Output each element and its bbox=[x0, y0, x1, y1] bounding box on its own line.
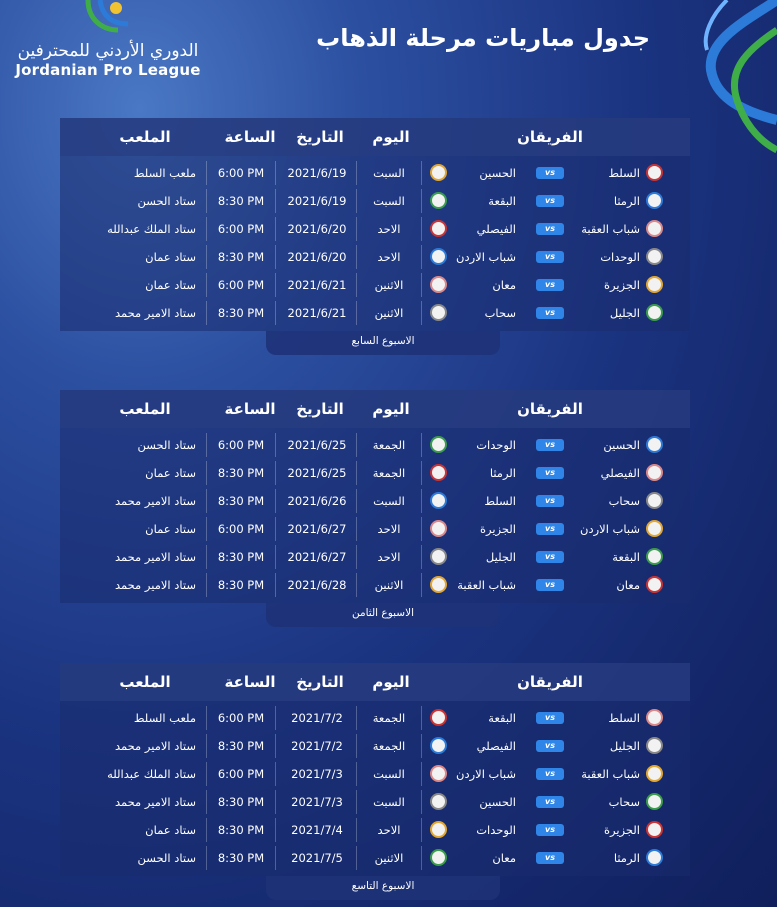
stadium-cell: ستاد عمان bbox=[145, 823, 196, 837]
home-team-logo-icon bbox=[646, 304, 663, 321]
day-cell: السبت bbox=[356, 489, 422, 513]
time-cell: 6:00 PM bbox=[206, 217, 276, 241]
home-team-logo-icon bbox=[646, 793, 663, 810]
date-cell: 2021/6/26 bbox=[287, 494, 347, 508]
vs-badge: vs bbox=[536, 768, 564, 780]
vs-badge: vs bbox=[536, 167, 564, 179]
home-team-name: معان bbox=[616, 578, 640, 592]
away-team-logo-icon bbox=[430, 248, 447, 265]
schedule-header bbox=[60, 663, 690, 701]
time-cell: 6:00 PM bbox=[206, 762, 276, 786]
stadium-cell: ستاد الامير محمد bbox=[114, 550, 196, 564]
date-cell: 2021/6/20 bbox=[287, 222, 347, 236]
home-team-logo-icon bbox=[646, 492, 663, 509]
column-header-time: الساعة bbox=[224, 400, 276, 418]
time-cell: 6:00 PM bbox=[206, 706, 276, 730]
match-row bbox=[60, 487, 690, 515]
away-team-logo-icon bbox=[430, 192, 447, 209]
vs-badge: vs bbox=[536, 740, 564, 752]
home-team-logo-icon bbox=[646, 821, 663, 838]
schedule-table bbox=[60, 663, 690, 892]
match-row bbox=[60, 515, 690, 543]
away-team-name: الحسين bbox=[479, 795, 516, 809]
match-row bbox=[60, 816, 690, 844]
column-header-teams: الفريقان bbox=[517, 673, 583, 691]
date-cell: 2021/7/2 bbox=[291, 711, 343, 725]
away-team-logo-icon bbox=[430, 436, 447, 453]
vs-badge: vs bbox=[536, 712, 564, 724]
away-team-name: الوحدات bbox=[476, 823, 516, 837]
home-team-name: سحاب bbox=[608, 494, 640, 508]
page-title: جدول مباريات مرحلة الذهاب bbox=[316, 24, 650, 52]
week-label: الاسبوع الثامن bbox=[266, 603, 500, 627]
column-header-date: التاريخ bbox=[296, 400, 344, 418]
time-cell: 8:30 PM bbox=[206, 301, 276, 325]
away-team-name: شباب الاردن bbox=[456, 250, 516, 264]
time-cell: 8:30 PM bbox=[206, 734, 276, 758]
match-row bbox=[60, 215, 690, 243]
vs-badge: vs bbox=[536, 307, 564, 319]
schedule-header bbox=[60, 118, 690, 156]
day-cell: الاثنين bbox=[356, 301, 422, 325]
time-cell: 6:00 PM bbox=[206, 273, 276, 297]
home-team-logo-icon bbox=[646, 709, 663, 726]
day-cell: الاحد bbox=[356, 245, 422, 269]
date-cell: 2021/6/20 bbox=[287, 250, 347, 264]
vs-badge: vs bbox=[536, 495, 564, 507]
home-team-name: السلط bbox=[608, 711, 640, 725]
date-cell: 2021/7/4 bbox=[291, 823, 343, 837]
vs-badge: vs bbox=[536, 824, 564, 836]
column-header-day: اليوم bbox=[372, 400, 410, 418]
league-name-arabic: الدوري الأردني للمحترفين bbox=[17, 41, 199, 61]
away-team-name: البقعة bbox=[488, 194, 516, 208]
home-team-name: الجزيرة bbox=[603, 278, 640, 292]
stadium-cell: ستاد الامير محمد bbox=[114, 795, 196, 809]
stadium-cell: ستاد عمان bbox=[145, 278, 196, 292]
time-cell: 6:00 PM bbox=[206, 433, 276, 457]
day-cell: الاحد bbox=[356, 818, 422, 842]
home-team-logo-icon bbox=[646, 520, 663, 537]
away-team-logo-icon bbox=[430, 492, 447, 509]
vs-badge: vs bbox=[536, 279, 564, 291]
date-cell: 2021/6/19 bbox=[287, 194, 347, 208]
home-team-logo-icon bbox=[646, 576, 663, 593]
away-team-name: معان bbox=[492, 851, 516, 865]
date-cell: 2021/6/25 bbox=[287, 438, 347, 452]
stadium-cell: ستاد الملك عبدالله bbox=[107, 767, 196, 781]
home-team-logo-icon bbox=[646, 220, 663, 237]
schedule-header bbox=[60, 390, 690, 428]
column-header-date: التاريخ bbox=[296, 673, 344, 691]
column-header-stadium: الملعب bbox=[119, 673, 171, 691]
time-cell: 6:00 PM bbox=[206, 161, 276, 185]
match-row bbox=[60, 271, 690, 299]
column-header-time: الساعة bbox=[224, 673, 276, 691]
day-cell: الجمعة bbox=[356, 433, 422, 457]
home-team-name: الجليل bbox=[609, 306, 640, 320]
schedule-table bbox=[60, 118, 690, 347]
away-team-name: شباب الاردن bbox=[456, 767, 516, 781]
column-header-day: اليوم bbox=[372, 673, 410, 691]
stadium-cell: ملعب السلط bbox=[133, 166, 196, 180]
away-team-name: شباب العقبة bbox=[457, 578, 516, 592]
away-team-logo-icon bbox=[430, 548, 447, 565]
day-cell: السبت bbox=[356, 790, 422, 814]
stadium-cell: ستاد الامير محمد bbox=[114, 739, 196, 753]
match-row bbox=[60, 788, 690, 816]
home-team-name: الجليل bbox=[609, 739, 640, 753]
time-cell: 8:30 PM bbox=[206, 846, 276, 870]
stadium-cell: ستاد عمان bbox=[145, 466, 196, 480]
home-team-logo-icon bbox=[646, 548, 663, 565]
day-cell: السبت bbox=[356, 189, 422, 213]
stadium-cell: ملعب السلط bbox=[133, 711, 196, 725]
home-team-logo-icon bbox=[646, 436, 663, 453]
vs-badge: vs bbox=[536, 579, 564, 591]
away-team-name: الفيصلي bbox=[476, 222, 516, 236]
time-cell: 8:30 PM bbox=[206, 489, 276, 513]
home-team-name: السلط bbox=[608, 166, 640, 180]
time-cell: 6:00 PM bbox=[206, 517, 276, 541]
away-team-name: الجليل bbox=[485, 550, 516, 564]
week-label: الاسبوع السابع bbox=[266, 331, 500, 355]
home-team-name: الوحدات bbox=[600, 250, 640, 264]
vs-badge: vs bbox=[536, 796, 564, 808]
stadium-cell: ستاد الامير محمد bbox=[114, 306, 196, 320]
league-title bbox=[8, 42, 208, 79]
home-team-logo-icon bbox=[646, 164, 663, 181]
away-team-logo-icon bbox=[430, 304, 447, 321]
away-team-name: الحسين bbox=[479, 166, 516, 180]
away-team-name: البقعة bbox=[488, 711, 516, 725]
away-team-logo-icon bbox=[430, 276, 447, 293]
day-cell: الاثنين bbox=[356, 846, 422, 870]
vs-badge: vs bbox=[536, 195, 564, 207]
home-team-name: البقعة bbox=[612, 550, 640, 564]
match-row bbox=[60, 187, 690, 215]
day-cell: السبت bbox=[356, 762, 422, 786]
home-team-logo-icon bbox=[646, 849, 663, 866]
column-header-teams: الفريقان bbox=[517, 128, 583, 146]
date-cell: 2021/6/21 bbox=[287, 278, 347, 292]
date-cell: 2021/7/2 bbox=[291, 739, 343, 753]
home-team-logo-icon bbox=[646, 765, 663, 782]
away-team-logo-icon bbox=[430, 849, 447, 866]
day-cell: الاحد bbox=[356, 217, 422, 241]
day-cell: الجمعة bbox=[356, 706, 422, 730]
vs-badge: vs bbox=[536, 251, 564, 263]
date-cell: 2021/6/25 bbox=[287, 466, 347, 480]
home-team-name: شباب العقبة bbox=[581, 222, 640, 236]
date-cell: 2021/7/3 bbox=[291, 795, 343, 809]
stadium-cell: ستاد الامير محمد bbox=[114, 578, 196, 592]
vs-badge: vs bbox=[536, 223, 564, 235]
stadium-cell: ستاد عمان bbox=[145, 522, 196, 536]
match-row bbox=[60, 844, 690, 872]
away-team-logo-icon bbox=[430, 765, 447, 782]
time-cell: 8:30 PM bbox=[206, 790, 276, 814]
away-team-name: سحاب bbox=[484, 306, 516, 320]
away-team-name: الرمثا bbox=[489, 466, 516, 480]
away-team-logo-icon bbox=[430, 220, 447, 237]
home-team-logo-icon bbox=[646, 192, 663, 209]
time-cell: 8:30 PM bbox=[206, 573, 276, 597]
home-team-name: الحسين bbox=[603, 438, 640, 452]
column-header-stadium: الملعب bbox=[119, 128, 171, 146]
schedule-table bbox=[60, 390, 690, 619]
away-team-name: السلط bbox=[484, 494, 516, 508]
time-cell: 8:30 PM bbox=[206, 545, 276, 569]
day-cell: الاحد bbox=[356, 517, 422, 541]
vs-badge: vs bbox=[536, 523, 564, 535]
home-team-name: الجزيرة bbox=[603, 823, 640, 837]
match-row bbox=[60, 571, 690, 599]
stadium-cell: ستاد الحسن bbox=[137, 851, 196, 865]
league-name-english: Jordanian Pro League bbox=[15, 60, 201, 79]
home-team-logo-icon bbox=[646, 276, 663, 293]
vs-badge: vs bbox=[536, 551, 564, 563]
vs-badge: vs bbox=[536, 852, 564, 864]
date-cell: 2021/6/28 bbox=[287, 578, 347, 592]
away-team-name: معان bbox=[492, 278, 516, 292]
away-team-logo-icon bbox=[430, 821, 447, 838]
time-cell: 8:30 PM bbox=[206, 245, 276, 269]
home-team-logo-icon bbox=[646, 737, 663, 754]
date-cell: 2021/6/27 bbox=[287, 550, 347, 564]
day-cell: الاحد bbox=[356, 545, 422, 569]
home-team-name: الرمثا bbox=[613, 194, 640, 208]
column-header-time: الساعة bbox=[224, 128, 276, 146]
day-cell: الجمعة bbox=[356, 734, 422, 758]
away-team-name: الجزيرة bbox=[479, 522, 516, 536]
away-team-logo-icon bbox=[430, 164, 447, 181]
column-header-teams: الفريقان bbox=[517, 400, 583, 418]
away-team-logo-icon bbox=[430, 520, 447, 537]
match-row bbox=[60, 431, 690, 459]
match-row bbox=[60, 760, 690, 788]
match-row bbox=[60, 732, 690, 760]
stadium-cell: ستاد الحسن bbox=[137, 438, 196, 452]
match-row bbox=[60, 159, 690, 187]
date-cell: 2021/6/27 bbox=[287, 522, 347, 536]
match-row bbox=[60, 459, 690, 487]
match-row bbox=[60, 299, 690, 327]
home-team-logo-icon bbox=[646, 248, 663, 265]
stadium-cell: ستاد الامير محمد bbox=[114, 494, 196, 508]
stadium-cell: ستاد عمان bbox=[145, 250, 196, 264]
time-cell: 8:30 PM bbox=[206, 461, 276, 485]
vs-badge: vs bbox=[536, 467, 564, 479]
home-team-name: شباب العقبة bbox=[581, 767, 640, 781]
column-header-date: التاريخ bbox=[296, 128, 344, 146]
home-team-name: سحاب bbox=[608, 795, 640, 809]
day-cell: الجمعة bbox=[356, 461, 422, 485]
home-team-name: الفيصلي bbox=[600, 466, 640, 480]
away-team-name: الفيصلي bbox=[476, 739, 516, 753]
date-cell: 2021/6/21 bbox=[287, 306, 347, 320]
day-cell: السبت bbox=[356, 161, 422, 185]
time-cell: 8:30 PM bbox=[206, 818, 276, 842]
home-team-name: الرمثا bbox=[613, 851, 640, 865]
column-header-stadium: الملعب bbox=[119, 400, 171, 418]
date-cell: 2021/7/5 bbox=[291, 851, 343, 865]
away-team-logo-icon bbox=[430, 576, 447, 593]
match-row bbox=[60, 243, 690, 271]
week-label: الاسبوع التاسع bbox=[266, 876, 500, 900]
away-team-logo-icon bbox=[430, 793, 447, 810]
stadium-cell: ستاد الحسن bbox=[137, 194, 196, 208]
away-team-logo-icon bbox=[430, 737, 447, 754]
away-team-logo-icon bbox=[430, 464, 447, 481]
home-team-logo-icon bbox=[646, 464, 663, 481]
away-team-name: الوحدات bbox=[476, 438, 516, 452]
stadium-cell: ستاد الملك عبدالله bbox=[107, 222, 196, 236]
day-cell: الاثنين bbox=[356, 573, 422, 597]
day-cell: الاثنين bbox=[356, 273, 422, 297]
away-team-logo-icon bbox=[430, 709, 447, 726]
home-team-name: شباب الاردن bbox=[580, 522, 640, 536]
time-cell: 8:30 PM bbox=[206, 189, 276, 213]
date-cell: 2021/6/19 bbox=[287, 166, 347, 180]
league-logo-icon bbox=[78, 0, 148, 36]
vs-badge: vs bbox=[536, 439, 564, 451]
column-header-day: اليوم bbox=[372, 128, 410, 146]
match-row bbox=[60, 543, 690, 571]
match-row bbox=[60, 704, 690, 732]
date-cell: 2021/7/3 bbox=[291, 767, 343, 781]
